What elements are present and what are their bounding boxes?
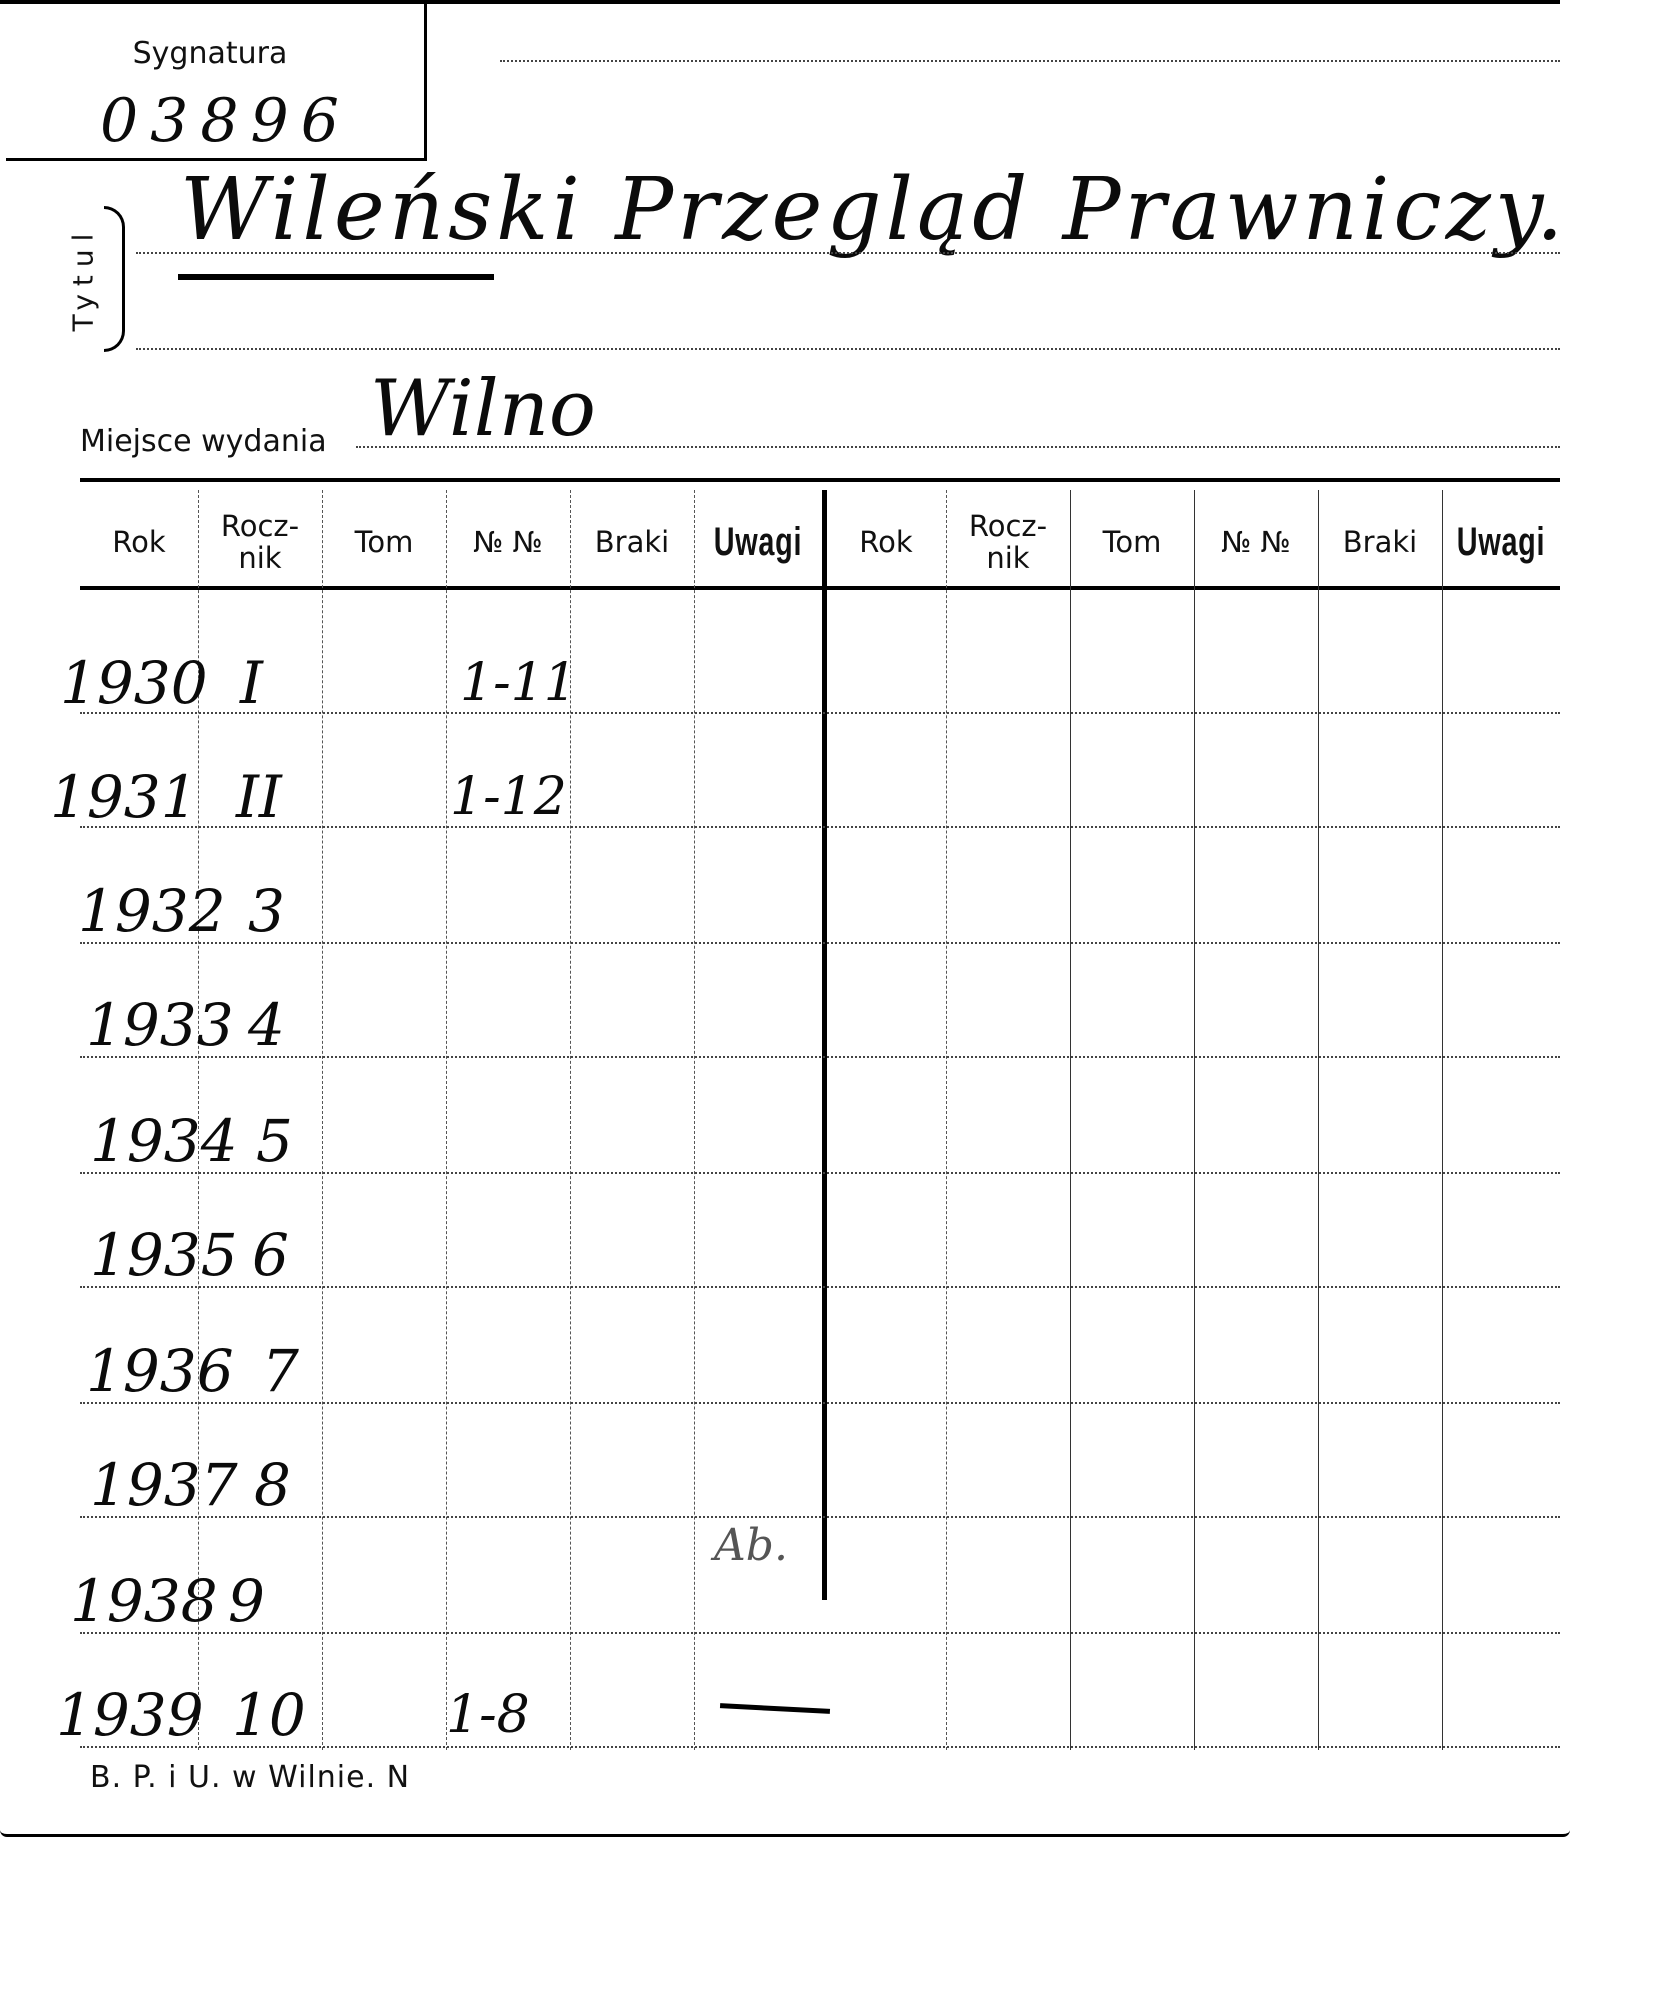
card-bottom-edge xyxy=(0,1830,1570,1837)
col-divider xyxy=(1194,490,1195,1750)
row-10-rocznik: 10 xyxy=(232,1681,306,1749)
row-7-rocznik: 7 xyxy=(262,1337,299,1405)
row-3-rocznik: 3 xyxy=(248,877,285,945)
row-1-rocznik: I xyxy=(240,649,263,717)
title-value: Wileński Przegląd Prawniczy. xyxy=(180,160,1568,260)
row-4-rocznik: 4 xyxy=(248,991,285,1059)
col-divider xyxy=(946,490,947,1750)
row-1-numery: 1-11 xyxy=(460,653,577,713)
row-9-rok: 1938 xyxy=(70,1567,218,1635)
table-header-rule xyxy=(80,586,1560,590)
col-divider xyxy=(694,490,695,1750)
row-10-rok: 1939 xyxy=(56,1681,204,1749)
header-rok-2: Rok xyxy=(859,525,913,559)
row-6-rocznik: 6 xyxy=(252,1221,289,1289)
row-rule xyxy=(80,1056,1560,1058)
title-line-2 xyxy=(136,348,1560,350)
header-uwagi: Uwagi xyxy=(713,520,803,564)
col-divider xyxy=(322,490,323,1750)
header-braki: Braki xyxy=(594,525,670,559)
header-braki-2: Braki xyxy=(1342,525,1418,559)
row-rule xyxy=(80,942,1560,944)
row-2-numery: 1-12 xyxy=(450,767,567,827)
col-divider xyxy=(1318,490,1319,1750)
row-rule xyxy=(80,1286,1560,1288)
row-rule xyxy=(80,1516,1560,1518)
header-numery-2: № № xyxy=(1221,525,1291,559)
row-4-rok: 1933 xyxy=(86,991,234,1059)
header-tom: Tom xyxy=(354,525,414,559)
col-divider xyxy=(1442,490,1443,1750)
row-7-rok: 1936 xyxy=(86,1337,234,1405)
title-brace xyxy=(104,206,125,352)
place-line xyxy=(356,446,1560,448)
col-divider xyxy=(446,490,447,1750)
row-2-rocznik: II xyxy=(236,763,282,831)
row-10-numery: 1-8 xyxy=(446,1685,530,1745)
header-numery: № № xyxy=(473,525,543,559)
title-label: Tytul xyxy=(66,225,100,332)
place-value: Wilno xyxy=(370,364,596,454)
header-dotted-line xyxy=(500,60,1560,62)
header-rok: Rok xyxy=(112,525,166,559)
title-line-1 xyxy=(136,252,1560,254)
annotation-stroke xyxy=(720,1703,830,1714)
row-rule xyxy=(80,826,1560,828)
place-label: Miejsce wydania xyxy=(80,424,327,459)
header-tom-2: Tom xyxy=(1102,525,1162,559)
row-5-rocznik: 5 xyxy=(256,1107,293,1175)
row-rule xyxy=(80,1172,1560,1174)
signature-label: Sygnatura xyxy=(132,36,288,71)
row-1-rok: 1930 xyxy=(60,649,208,717)
row-2-rok: 1931 xyxy=(50,763,198,831)
signature-value: 03896 xyxy=(100,86,351,156)
row-6-rok: 1935 xyxy=(90,1221,238,1289)
table-center-divider xyxy=(822,490,827,1600)
row-9-rocznik: 9 xyxy=(228,1567,265,1635)
table-top-rule xyxy=(80,478,1560,482)
row-rule xyxy=(80,1402,1560,1404)
row-3-rok: 1932 xyxy=(78,877,226,945)
header-rocznik: Rocz-nik xyxy=(220,509,300,575)
row-8-rok: 1937 xyxy=(90,1451,238,1519)
title-underline xyxy=(178,274,494,280)
row-8-rocznik: 8 xyxy=(254,1451,291,1519)
col-divider xyxy=(1070,490,1071,1750)
row-rule xyxy=(80,1632,1560,1634)
printer-footer: B. P. i U. w Wilnie. N xyxy=(90,1760,411,1795)
header-uwagi-2: Uwagi xyxy=(1456,520,1546,564)
header-rocznik-2: Rocz-nik xyxy=(968,509,1048,575)
title-label-block xyxy=(56,210,106,360)
row-5-rok: 1934 xyxy=(90,1107,238,1175)
uwagi-annotation: Ab. xyxy=(714,1520,788,1571)
row-rule xyxy=(80,712,1560,714)
